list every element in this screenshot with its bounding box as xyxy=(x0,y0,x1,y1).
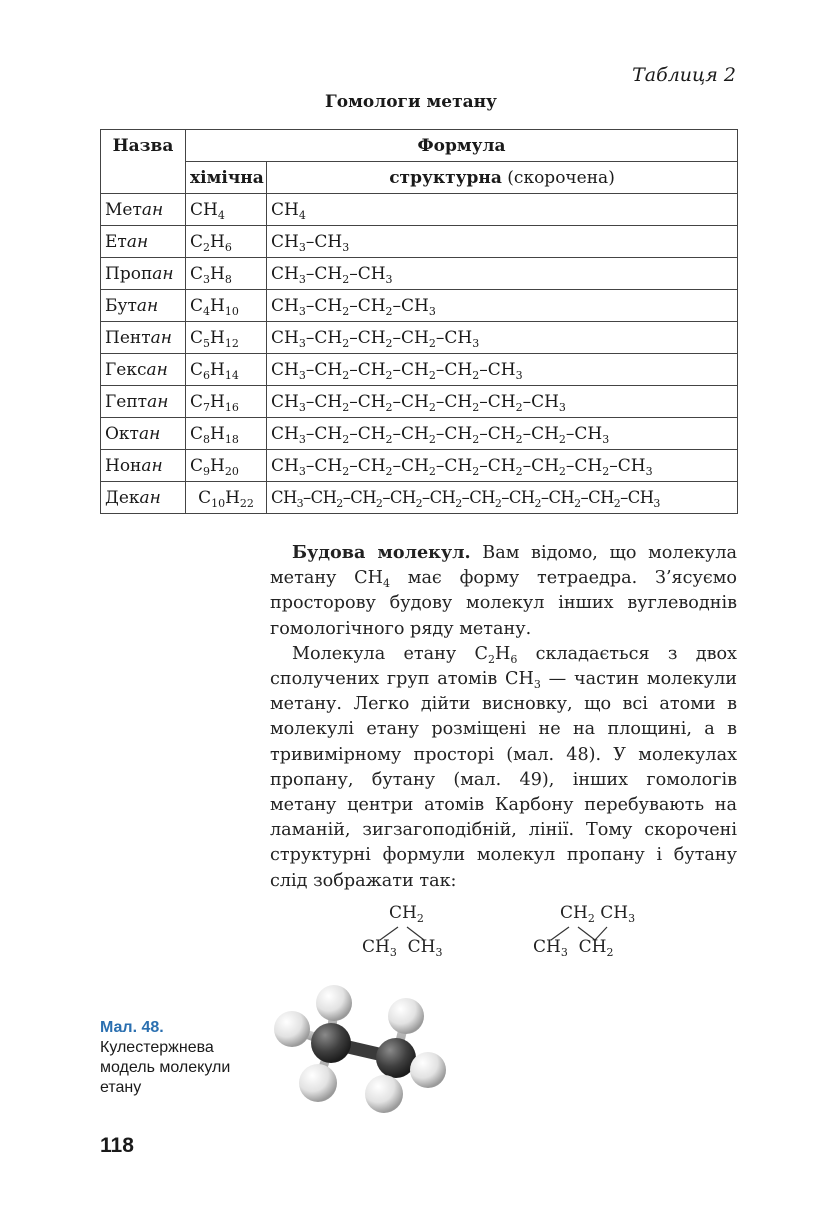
structural-formula: $CH_3-CH_2-CH_2-CH_2-CH_3$ xyxy=(267,322,738,354)
structural-formula: $CH_3-CH_3$ xyxy=(267,226,738,258)
homolog-name-stem: Бут xyxy=(105,295,137,316)
propane-bottom-groups: $CH_3$ $CH_3$ xyxy=(362,937,443,959)
table-row xyxy=(101,418,738,450)
carbon-atom xyxy=(311,1023,351,1063)
header-structural xyxy=(267,162,738,194)
structural-formula: $CH_3-CH_2-CH_2-CH_2-CH_2-CH_3$ xyxy=(267,354,738,386)
homolog-name-stem: Мет xyxy=(105,199,142,220)
homolog-name-suffix: ан xyxy=(152,263,174,284)
table-number-label: Таблиця 2 xyxy=(632,64,736,86)
header-formula: Формула xyxy=(186,130,738,162)
homolog-name xyxy=(101,354,186,386)
structural-formula: $CH_3-CH_2-CH_2-CH_2-CH_2-CH_2-CH_2-CH_2-CH_3$ xyxy=(267,450,738,482)
homolog-name-suffix: ан xyxy=(146,359,168,380)
structural-formula: $CH_3-CH_2-CH_2-CH_2-CH_2-CH_2-CH_2-CH_3$ xyxy=(267,418,738,450)
homolog-name-stem: Пент xyxy=(105,327,151,348)
butane-skeletal-formula xyxy=(531,903,661,963)
homolog-name-suffix: ан xyxy=(147,391,169,412)
structural-formula: $CH_3-CH_2-CH_2-CH_2-CH_2-CH_2-CH_3$ xyxy=(267,386,738,418)
body-text xyxy=(270,540,737,894)
table-row xyxy=(101,354,738,386)
homolog-name-stem: Ет xyxy=(105,231,127,252)
homolog-name-suffix: ан xyxy=(150,327,172,348)
homolog-name-suffix: ан xyxy=(136,295,159,316)
header-chemical: хімічна xyxy=(186,162,267,194)
header-structural-bold: структурна xyxy=(389,167,502,188)
carbon-atom xyxy=(376,1038,416,1078)
homolog-name xyxy=(101,194,186,226)
table-row xyxy=(101,258,738,290)
butane-top-groups: $CH_2$ $CH_3$ xyxy=(560,903,636,925)
chemical-formula: $C_6H_{14}$ xyxy=(186,354,267,386)
propane-top-group: $CH_2$ xyxy=(389,903,424,925)
chemical-formula: $C_7H_{16}$ xyxy=(186,386,267,418)
paragraph-heading: Будова молекул. xyxy=(292,542,471,563)
chemical-formula: $C_4H_{10}$ xyxy=(186,290,267,322)
paragraph-structure xyxy=(270,540,737,642)
table-title: Гомологи метану xyxy=(325,92,497,112)
table-row xyxy=(101,386,738,418)
paragraph-1-text: Вам відомо, що молекула метану $CH_4$ має форму тетраедра. З’ясуємо просторову будову молекул інших вуглеводнів гомологічного ряду метану. xyxy=(270,543,737,639)
structural-formula: $CH_3-CH_2-CH_2-CH_3$ xyxy=(267,290,738,322)
table-body xyxy=(101,194,738,514)
homolog-name xyxy=(101,386,186,418)
hydrogen-atom xyxy=(410,1052,446,1088)
header-structural-note: (скорочена) xyxy=(501,167,615,188)
homolog-name-stem: Дек xyxy=(105,487,140,508)
structural-formula: $CH_3-CH_2-CH_2-CH_2-CH_2-CH_2-CH_2-CH_2-CH_2-CH_3$ xyxy=(267,482,738,514)
hydrogen-atom xyxy=(365,1075,403,1113)
homolog-name xyxy=(101,450,186,482)
butane-bottom-groups: $CH_3$ $CH_2$ xyxy=(533,937,614,959)
homolog-name-suffix: ан xyxy=(141,455,163,476)
chemical-formula: $C_5H_{12}$ xyxy=(186,322,267,354)
homolog-name-stem: Гепт xyxy=(105,391,148,412)
homolog-name-suffix: ан xyxy=(126,231,149,252)
chemical-formula: $CH_4$ xyxy=(186,194,267,226)
figure-caption-text: Кулестержнева модель молекули етану xyxy=(100,1039,231,1096)
structural-formula: $CH_4$ xyxy=(267,194,738,226)
homolog-name-stem: Нон xyxy=(105,455,142,476)
page-number: 118 xyxy=(100,1134,134,1157)
homolog-name-stem: Окт xyxy=(105,423,139,444)
homolog-name xyxy=(101,482,186,514)
homolog-name xyxy=(101,226,186,258)
table-row xyxy=(101,194,738,226)
figure-caption xyxy=(100,1018,250,1098)
paragraph-2-text: Молекула етану $C_2H_6$ складається з двох сполучених груп атомів $CH_3$ — частин молекули метану. Легко дійти висновку, що всі атоми в молекулі етану розміщені не на площині, а в тривимірному просторі (мал. 48). У молекулах пропану, бутану (мал. 49), інших гомологів метану центри атомів Карбону перебувають на ламаній, зигзагоподібній, лінії. Тому скорочені структурні формули молекул пропану і бутану слід зображати так: xyxy=(270,643,737,891)
propane-skeletal-formula xyxy=(360,903,460,963)
hydrogen-atom xyxy=(274,1011,310,1047)
homolog-name-suffix: ан xyxy=(141,199,164,220)
hydrogen-atom xyxy=(316,985,352,1021)
homolog-name xyxy=(101,322,186,354)
table-row xyxy=(101,482,738,514)
homolog-name-stem: Проп xyxy=(105,263,153,284)
table-row xyxy=(101,322,738,354)
structural-formula: $CH_3-CH_2-CH_3$ xyxy=(267,258,738,290)
figure-number: Мал. 48. xyxy=(100,1019,164,1036)
header-name: Назва xyxy=(101,130,186,194)
ethane-ball-and-stick-model xyxy=(268,978,468,1118)
chemical-formula: $C_2H_6$ xyxy=(186,226,267,258)
homolog-name xyxy=(101,258,186,290)
homolog-name xyxy=(101,290,186,322)
homolog-name-suffix: ан xyxy=(138,423,161,444)
chemical-formula: $C_8H_{18}$ xyxy=(186,418,267,450)
hydrogen-atom xyxy=(299,1064,337,1102)
chemical-formula: $C_{10}H_{22}$ xyxy=(186,482,267,514)
homolog-name-stem: Гекс xyxy=(105,359,147,380)
chemical-formula: $C_9H_{20}$ xyxy=(186,450,267,482)
hydrogen-atom xyxy=(388,998,424,1034)
homolog-name xyxy=(101,418,186,450)
homolog-name-suffix: ан xyxy=(139,487,161,508)
table-row xyxy=(101,226,738,258)
table-row xyxy=(101,290,738,322)
homologs-table xyxy=(100,129,738,514)
table-row xyxy=(101,450,738,482)
chemical-formula: $C_3H_8$ xyxy=(186,258,267,290)
